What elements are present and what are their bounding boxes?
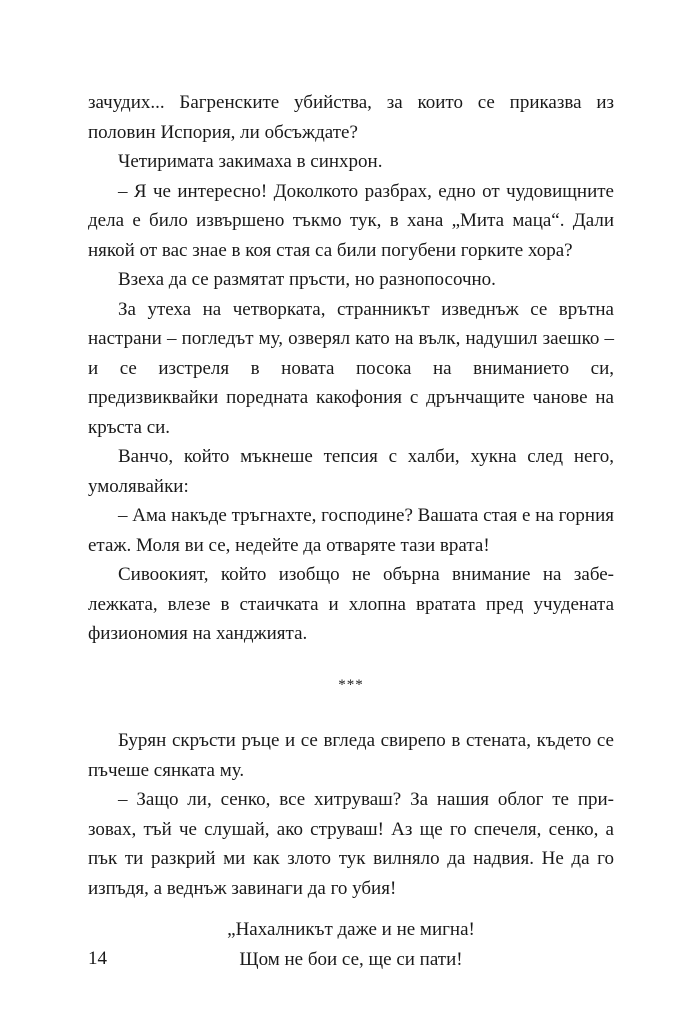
paragraph: – Ама накъде тръгнахте, господине? Вашата стая е на горния етаж. Моля ви се, недейте да отваряте тази врата! <box>88 505 614 556</box>
verse-block <box>88 915 614 974</box>
paragraph: – Защо ли, сенко, все хитруваш? За нашия облог те призовах, тъй че слушай, ако струваш! Аз ще го спечеля, сенко, а пък ти разкрий ми как злото тук вилняло да надвия. Не да го изпъдя, а веднъж завинаги да го убия! <box>88 789 614 899</box>
verse-line: „Нахалникът даже и не мигна! <box>227 919 475 940</box>
paragraph: Бурян скръсти ръце и се вгледа свирепо в стената, където се пъчеше сянката му. <box>88 730 614 781</box>
paragraph: зачудих... Багренските убийства, за които се приказва из половин Испория, ли обсъждате? <box>88 92 614 143</box>
paragraph: – Я че интересно! Доколкото разбрах, едно от чудовищните дела е било извършено тъкмо тук, в хана „Мита маца“. Дали някой от вас знае в коя стая са били погубени горките хора? <box>88 180 614 261</box>
paragraph: Ванчо, който мъкнеше тепсия с халби, хукна след него, умолявайки: <box>88 446 614 497</box>
page-number: 14 <box>88 948 107 969</box>
paragraph: Взеха да се размятат пръсти, но разнопосочно. <box>118 269 496 290</box>
book-page-text <box>88 88 614 974</box>
verse-line: Щом не бои се, ще си пати! <box>239 948 463 970</box>
paragraph: Четиримата закимаха в синхрон. <box>118 151 383 172</box>
paragraph: За утеха на четворката, странникът изведнъж се врътна настрани – погледът му, озверял като на вълк, надушил заешко – и се изстреля в новата посока на вниманието си, предизвиквайки поредната какофония с дрънчащите чанове на кръста си. <box>88 298 614 438</box>
section-separator: *** <box>338 676 364 693</box>
paragraph: Сивоокият, който изобщо не обърна внимание на забележката, влезе в стаичката и хлопна вратата пред учудената физиономия на ханджията. <box>88 564 614 644</box>
